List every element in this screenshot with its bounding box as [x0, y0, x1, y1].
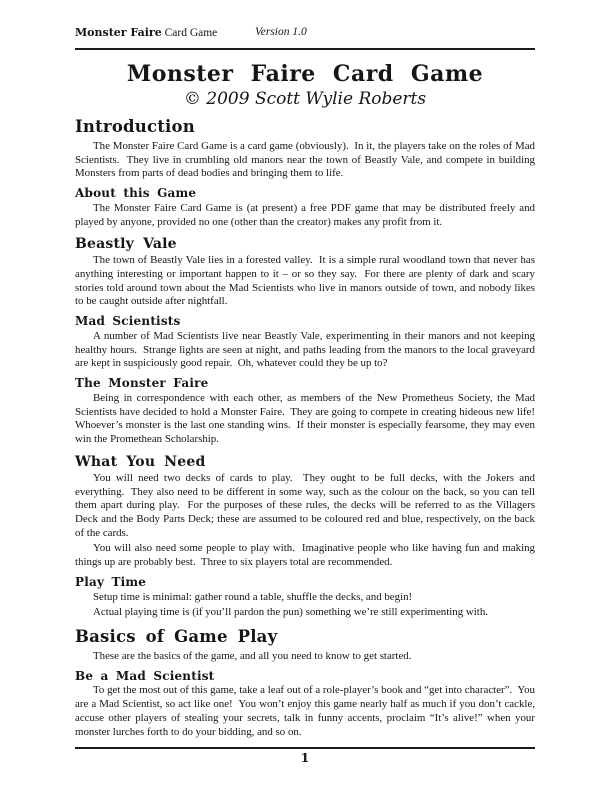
page-number: 1 — [300, 750, 310, 765]
section-beastly-vale — [75, 236, 538, 309]
running-header — [75, 26, 535, 42]
sections — [75, 117, 541, 739]
section-heading: Be a Mad Scientist — [75, 668, 215, 683]
section-introduction — [75, 117, 538, 181]
section-basics-of-game-play — [75, 628, 535, 664]
section-what-you-need — [75, 453, 538, 570]
paragraph: The town of Beastly Vale lies in a forested valley. It is a simple rural woodland town that never has anything interesting or important happen to it – or so they say. For there are plenty of dark and scary stories told around town about the Mad Scientists who live in manors outside of town, and nobody likes to be caught outside after nightfall. — [75, 254, 538, 308]
page-footer — [75, 747, 535, 767]
footer-rule — [75, 747, 535, 749]
paragraph: The Monster Faire Card Game is a card game (obviously). In it, the players take on the roles of Mad Scientists. They live in crumbling old manors near the town of Beastly Vale, and compete in building Monsters from parts of dead bodies and bringing them to life. — [75, 139, 538, 180]
paragraph: Setup time is minimal: gather round a table, shuffle the decks, and begin! — [93, 590, 413, 603]
section-be-a-mad-scientist — [75, 668, 538, 740]
running-header-version: Version 1.0 — [255, 26, 307, 38]
paragraph: Being in correspondence with each other, as members of the New Prometheus Society, the Mad Scientists have decided to hold a Monster Faire. They are going to compete in creating hideous new life! Whoever’s monster is the last one standing wins. If their monster is especially fearsome, they may even win the Promethean Scholarship. — [75, 391, 541, 445]
section-heading: Beastly Vale — [75, 236, 177, 253]
running-header-brand-rest: Card Game — [161, 27, 218, 39]
document-copyright: © 2009 Scott Wylie Roberts — [183, 89, 427, 109]
paragraph: A number of Mad Scientists live near Beastly Vale, experimenting in their manors and not keeping healthy hours. Strange lights are seen at night, and paths leading from the manors to the local graveyard are kept in suspiciously good repair. Oh, whatever could they be up to? — [75, 329, 538, 370]
section-heading: Introduction — [75, 117, 195, 136]
running-header-brand-bold: Monster Faire — [75, 26, 162, 39]
paragraph: Actual playing time is (if you’ll pardon the pun) something we’re still experimenting with. — [93, 606, 489, 619]
document-title: Monster Faire Card Game — [126, 61, 484, 87]
section-the-monster-faire — [75, 376, 541, 447]
section-heading: Basics of Game Play — [75, 626, 278, 646]
paragraph: These are the basics of the game, and all you need to know to get started. — [93, 649, 412, 662]
section-mad-scientists — [75, 314, 538, 371]
section-play-time — [75, 576, 535, 620]
paragraph: The Monster Faire Card Game is (at present) a free PDF game that may be distributed freely and played by anyone, provided no one (other than the creator) makes any profit from it. — [75, 201, 538, 228]
section-heading: The Monster Faire — [75, 376, 209, 391]
section-heading: Play Time — [75, 574, 147, 589]
header-rule — [75, 48, 535, 50]
section-heading: Mad Scientists — [75, 314, 181, 329]
section-heading: About this Game — [75, 186, 197, 201]
paragraph: You will also need some people to play with. Imaginative people who like having fun and making things up are probably best. Three to six players total are recommended. — [75, 542, 538, 569]
paragraph: You will need two decks of cards to play. They ought to be full decks, with the Jokers and everything. They also need to be different in some way, such as the colour on the back, so you can tell them apart during play. For the purposes of these rules, the decks will be referred to as the Villagers Deck and the Body Parts Deck; these are assumed to be coloured red and blue, respectively, on the back of the cards. — [75, 471, 538, 539]
paragraph: To get the most out of this game, take a leaf out of a role-player’s book and “get into character”. You are a Mad Scientist, so act like one! You won’t enjoy this game nearly half as much if you don’t cackle, accuse other players of stealing your secrets, talk in funny accents, proclaim “It’s alive!” when your monster lurches forth to do your bidding, and so on. — [75, 684, 538, 738]
section-about-this-game — [75, 186, 538, 229]
section-heading: What You Need — [75, 453, 206, 470]
